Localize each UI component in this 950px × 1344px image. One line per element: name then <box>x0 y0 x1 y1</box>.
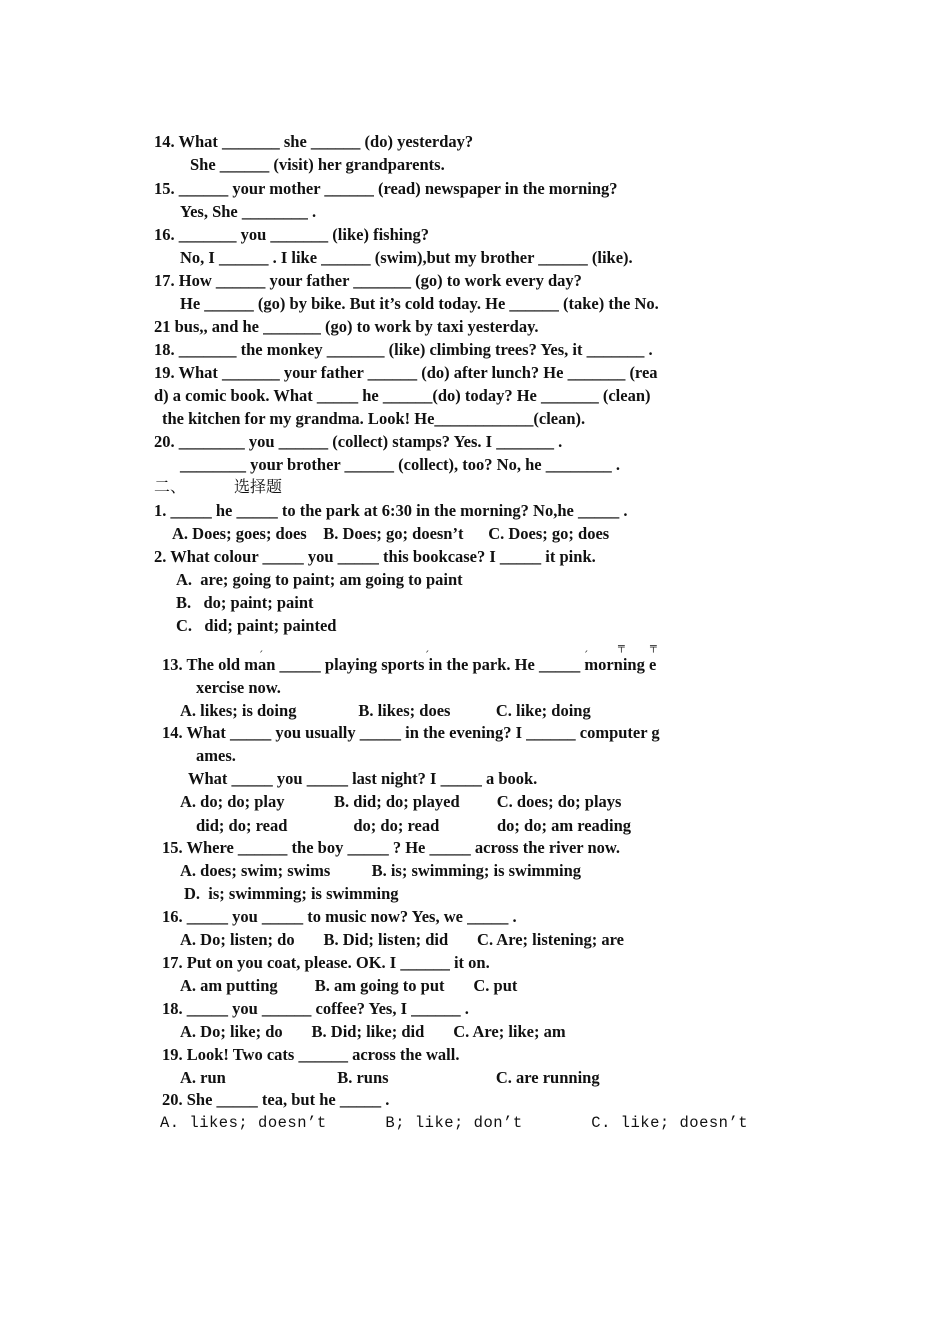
q1-choice-stem: 1. _____ he _____ to the park at 6:30 in the morning? No,he _____ . <box>154 501 628 520</box>
cut-mark: ˏ <box>258 640 264 653</box>
q13-choice-stem-cont: xercise now. <box>196 678 281 697</box>
q19-fill-line-3: the kitchen for my grandma. Look! He____________(clean). <box>162 409 586 428</box>
q17-fill-line: 17. How ______ your father _______ (go) to work every day? <box>154 271 582 290</box>
q14-choice-options: A. do; do; play B. did; do; played C. does; do; plays <box>180 792 622 811</box>
q19-fill-line-2: d) a comic book. What _____ he ______(do) today? He _______ (clean) <box>154 386 651 405</box>
q14-choice-stem-2: What _____ you _____ last night? I _____ a book. <box>188 769 538 788</box>
q19-choice-options: A. run B. runs C. are running <box>180 1068 600 1087</box>
q16-choice-options: A. Do; listen; do B. Did; listen; did C. Are; listening; are <box>180 930 624 949</box>
section-number: 二、 <box>154 477 187 496</box>
q1-choice-options: A. Does; goes; does B. Does; go; doesn’t C. Does; go; does <box>172 524 610 543</box>
q20-choice-options: A. likes; doesn’t B; like; don’t C. like; doesn’t <box>160 1114 749 1132</box>
q15-choice-options: A. does; swim; swims B. is; swimming; is swimming <box>180 861 582 880</box>
q13-choice-options: A. likes; is doing B. likes; does C. like; doing <box>180 701 591 720</box>
q2-option-b: B. do; paint; paint <box>176 593 314 612</box>
q17-choice-stem: 17. Put on you coat, please. OK. I ______ it on. <box>162 953 490 972</box>
section-title: 选择题 <box>234 477 283 496</box>
cut-mark: ˏ <box>424 640 430 653</box>
q2-choice-stem: 2. What colour _____ you _____ this bookcase? I _____ it pink. <box>154 547 596 566</box>
q18-fill-line: 18. _______ the monkey _______ (like) climbing trees? Yes, it _______ . <box>154 340 653 359</box>
q14-choice-stem-cont: ames. <box>196 746 236 765</box>
q18-choice-options: A. Do; like; do B. Did; like; did C. Are; like; am <box>180 1022 566 1041</box>
q14-fill-line: 14. What _______ she ______ (do) yesterday? <box>154 132 474 151</box>
q15-choice-stem: 15. Where ______ the boy _____ ? He _____ across the river now. <box>162 838 621 857</box>
q13-choice-stem: 13. The old man _____ playing sports in the park. He _____ morning e <box>162 655 657 674</box>
q14-choice-options-cont: did; do; read do; do; read do; do; am reading <box>196 816 631 835</box>
q17-choice-options: A. am putting B. am going to put C. put <box>180 976 518 995</box>
q16-choice-stem: 16. _____ you _____ to music now? Yes, we _____ . <box>162 907 517 926</box>
q17-fill-answer-cont: 21 bus,, and he _______ (go) to work by taxi yesterday. <box>154 317 539 336</box>
q16-fill-answer: No, I ______ . I like ______ (swim),but my brother ______ (like). <box>180 248 633 267</box>
q16-fill-line: 16. _______ you _______ (like) fishing? <box>154 225 430 244</box>
cut-mark: ╤ <box>618 640 625 653</box>
q19-fill-line: 19. What _______ your father ______ (do) after lunch? He _______ (rea <box>154 363 658 382</box>
q17-fill-answer: He ______ (go) by bike. But it’s cold today. He ______ (take) the No. <box>180 294 659 313</box>
q2-option-c: C. did; paint; painted <box>176 616 337 635</box>
q2-option-a: A. are; going to paint; am going to paint <box>176 570 463 589</box>
q14-choice-stem: 14. What _____ you usually _____ in the evening? I ______ computer g <box>162 723 660 742</box>
q15-choice-option-d: D. is; swimming; is swimming <box>184 884 399 903</box>
q15-fill-line: 15. ______ your mother ______ (read) newspaper in the morning? <box>154 179 618 198</box>
cut-mark: ╤ <box>650 640 657 653</box>
q19-choice-stem: 19. Look! Two cats ______ across the wall. <box>162 1045 460 1064</box>
q15-fill-answer: Yes, She ________ . <box>180 202 317 221</box>
q20-fill-line: 20. ________ you ______ (collect) stamps? Yes. I _______ . <box>154 432 563 451</box>
q14-fill-answer: She ______ (visit) her grandparents. <box>190 155 445 174</box>
q18-choice-stem: 18. _____ you ______ coffee? Yes, I ______ . <box>162 999 469 1018</box>
q20-choice-stem: 20. She _____ tea, but he _____ . <box>162 1090 390 1109</box>
cut-mark: ˏ <box>583 640 589 653</box>
q20-fill-line-2: ________ your brother ______ (collect), too? No, he ________ . <box>180 455 620 474</box>
